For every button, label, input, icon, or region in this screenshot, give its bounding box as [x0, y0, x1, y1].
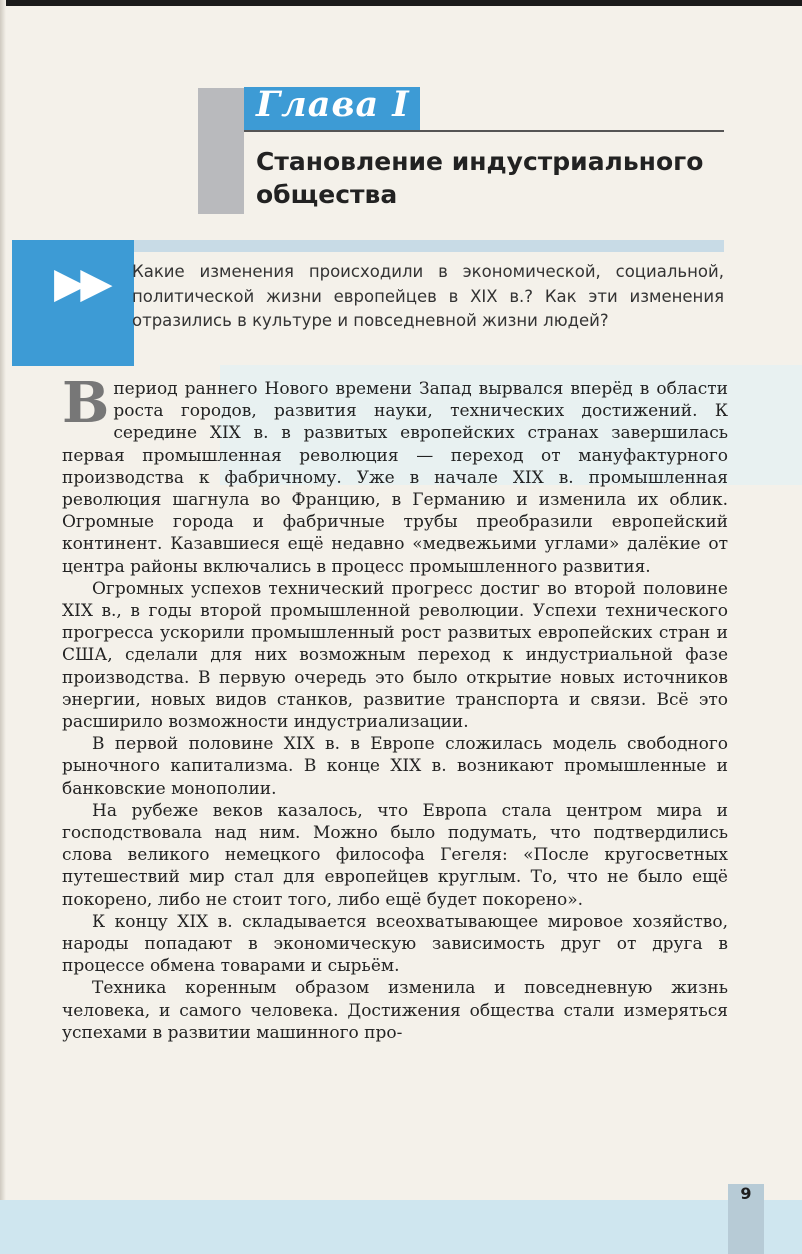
drop-cap: В: [62, 370, 110, 436]
chapter-label: Глава I: [256, 84, 410, 125]
chapter-rule: [244, 130, 724, 132]
question-stripe: [134, 240, 724, 252]
paragraph-3: В первой половине XIX в. в Европе сложилась модель свободного рыночного капитализма. В конце XIX в. возникают промышленные и банковские монополии.: [62, 734, 728, 799]
fast-forward-icon: ▶▶: [54, 258, 107, 307]
chapter-title: Становление индустриального общества: [256, 147, 704, 209]
chapter-gray-block: [198, 88, 244, 214]
intro-question: Какие изменения происходили в экономической, социальной, политической жизни европейцев в XIX в.? Как эти изменения отразились в культуре и повседневной жизни людей?: [132, 262, 724, 330]
paragraph-1: [62, 370, 728, 578]
bottom-band: [0, 1200, 802, 1254]
paragraph-6: Техника коренным образом изменила и повседневную жизнь человека, и самого человека. Достижения общества стали измеряться успехами в развитии машинного про-: [62, 978, 728, 1043]
paragraph-1-text: период раннего Нового времени Запад вырвался вперёд в области роста городов, развития науки, технических достижений. К середине XIX в. в развитых европейских странах завершилась первая промышленная революция — переход от мануфактурного производства к фабричному. Уже в начале XIX в. промышленная революция шагнула во Францию, в Германию и изменила их облик. Огромные города и фабричные трубы преобразили европейский континент. Казавшиеся ещё недавно «медвежьими углами» далёкие от центра районы включались в процесс промышленного развития.: [62, 379, 728, 577]
paragraph-2: Огромных успехов технический прогресс достиг во второй половине XIX в., в годы второй промышленной революции. Успехи технического прогресса ускорили промышленный рост развитых европейских стран и США, сделали для них возможным переход к индустриальной фазе производства. В первую очередь это было открытие новых источников энергии, новых видов станков, развитие транспорта и связи. Всё это расширило возможности индустриализации.: [62, 578, 728, 733]
top-edge: [0, 0, 802, 6]
page-gutter-shadow: [0, 0, 6, 1254]
paragraph-5: К концу XIX в. складывается всеохватывающее мировое хозяйство, народы попадают в экономическую зависимость друг от друга в процессе обмена товарами и сырьём.: [62, 911, 728, 977]
main-text: [62, 370, 728, 1044]
page-number: 9: [740, 1184, 752, 1203]
paragraph-4: На рубеже веков казалось, что Европа стала центром мира и господствовала над ним. Можно было подумать, что подтвердились слова великого немецкого философа Гегеля: «После кругосветных путешествий мир стал для европейцев круглым. То, что не было ещё покорено, либо не стоит того, либо ещё будет покорено».: [62, 800, 728, 910]
